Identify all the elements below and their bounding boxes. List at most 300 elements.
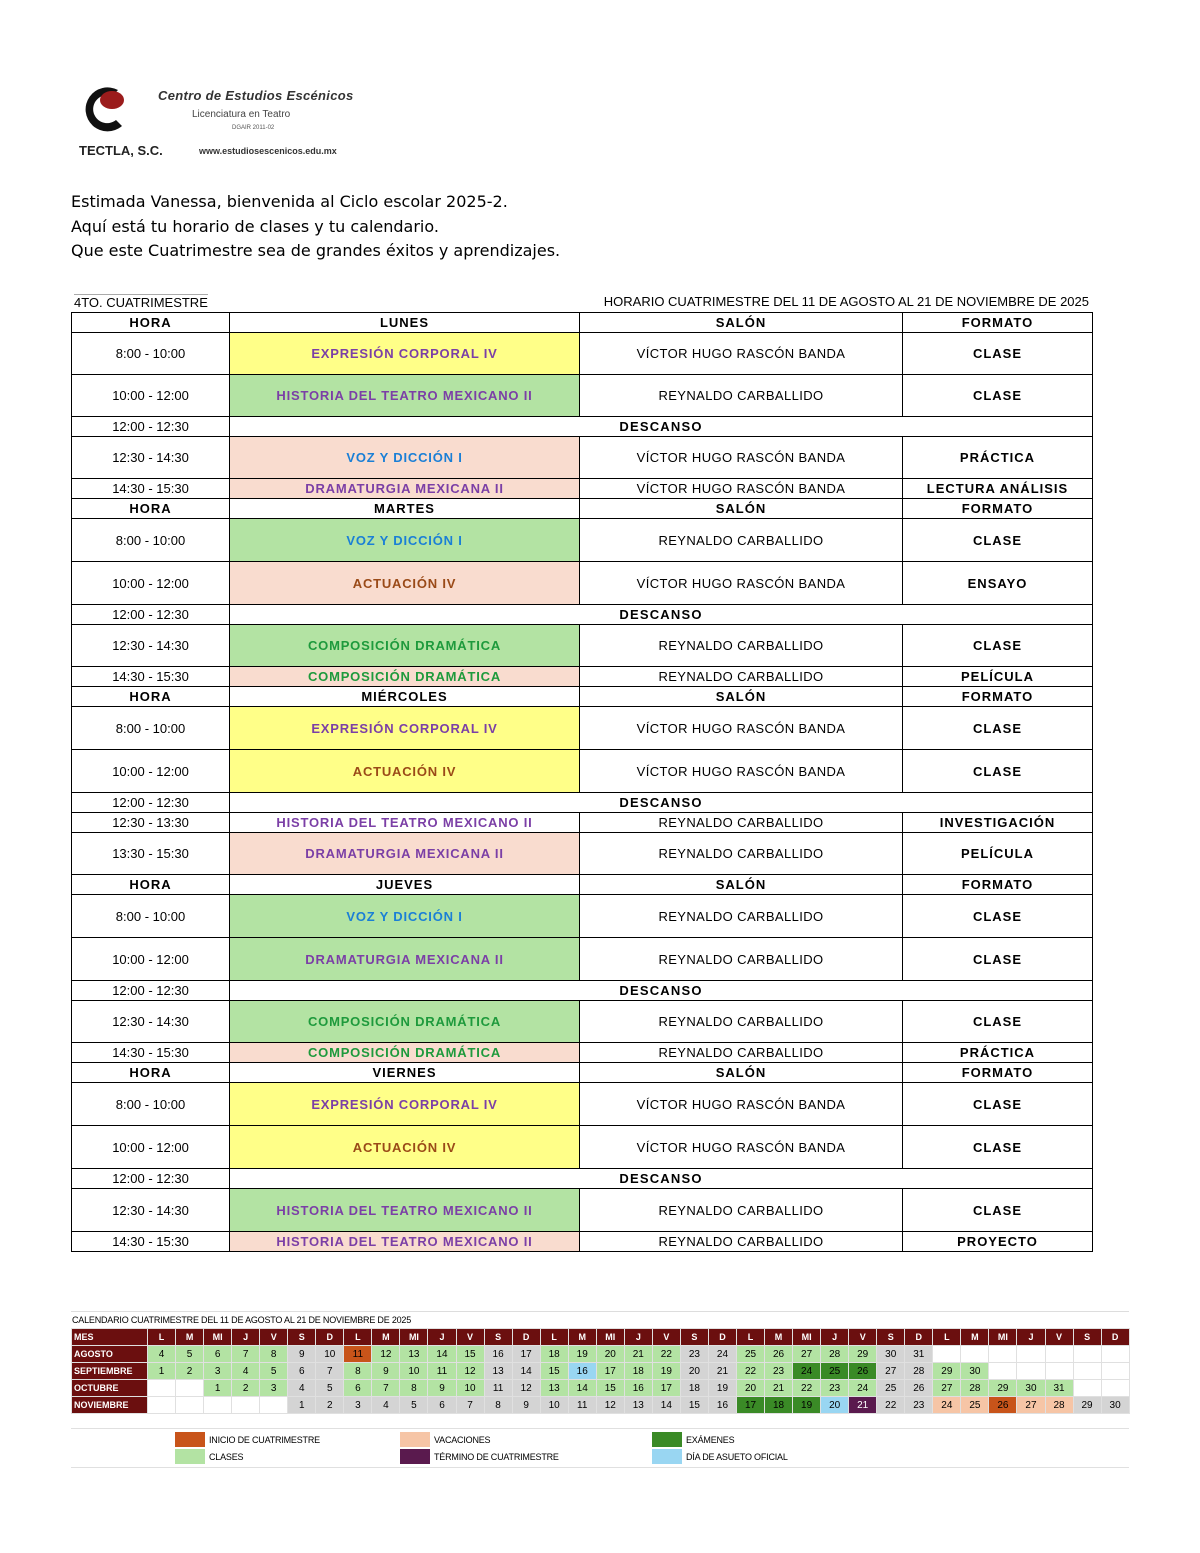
schedule-row: [72, 793, 1093, 813]
calendar-day: 28: [905, 1363, 933, 1380]
month-name: AGOSTO: [72, 1346, 148, 1363]
weekday-header: V: [456, 1329, 484, 1346]
calendar-day: 24: [849, 1380, 877, 1397]
calendar-day: 15: [596, 1380, 624, 1397]
calendar-month-row: [72, 1397, 1130, 1414]
time-cell: 8:00 - 10:00: [72, 1083, 230, 1126]
weekday-header: S: [484, 1329, 512, 1346]
calendar-day: 17: [596, 1363, 624, 1380]
legend-label: CLASES: [209, 1452, 244, 1462]
break-cell: DESCANSO: [230, 605, 1093, 625]
subject-cell: COMPOSICIÓN DRAMÁTICA: [230, 1043, 580, 1063]
schedule-row: [72, 938, 1093, 981]
calendar-empty-cell: [176, 1380, 204, 1397]
format-cell: CLASE: [903, 707, 1093, 750]
col-hora-header: HORA: [72, 687, 230, 707]
legend-swatch: [400, 1449, 430, 1464]
calendar-day: 6: [428, 1397, 456, 1414]
professor-cell: REYNALDO CARBALLIDO: [580, 833, 903, 875]
calendar-day: 21: [708, 1363, 736, 1380]
calendar-empty-cell: [961, 1346, 989, 1363]
weekday-header: MI: [793, 1329, 821, 1346]
weekday-header: MI: [204, 1329, 232, 1346]
calendar-day: 7: [456, 1397, 484, 1414]
weekday-header: D: [512, 1329, 540, 1346]
format-cell: CLASE: [903, 1001, 1093, 1043]
weekday-header: M: [568, 1329, 596, 1346]
col-salon-header: SALÓN: [580, 1063, 903, 1083]
day-header-row: [72, 313, 1093, 333]
weekday-header: MI: [989, 1329, 1017, 1346]
calendar-day: 19: [568, 1346, 596, 1363]
col-hora-header: HORA: [72, 875, 230, 895]
greeting-line: Estimada Vanessa, bienvenida al Ciclo escolar 2025-2.: [71, 192, 508, 211]
legend-swatch: [175, 1432, 205, 1447]
subject-cell: COMPOSICIÓN DRAMÁTICA: [230, 667, 580, 687]
calendar-month-row: [72, 1380, 1130, 1397]
calendar-header-row: [72, 1329, 1130, 1346]
calendar-day: 24: [793, 1363, 821, 1380]
subject-cell: COMPOSICIÓN DRAMÁTICA: [230, 1001, 580, 1043]
format-cell: INVESTIGACIÓN: [903, 813, 1093, 833]
schedule-row: [72, 1001, 1093, 1043]
format-cell: ENSAYO: [903, 562, 1093, 605]
time-cell: 14:30 - 15:30: [72, 1043, 230, 1063]
schedule-row: [72, 1083, 1093, 1126]
time-cell: 10:00 - 12:00: [72, 375, 230, 417]
legend-label: DÍA DE ASUETO OFICIAL: [686, 1452, 788, 1462]
format-cell: PRÁCTICA: [903, 1043, 1093, 1063]
subject-cell: EXPRESIÓN CORPORAL IV: [230, 707, 580, 750]
calendar-empty-cell: [933, 1346, 961, 1363]
schedule-row: [72, 895, 1093, 938]
calendar-day: 25: [961, 1397, 989, 1414]
time-cell: 14:30 - 15:30: [72, 667, 230, 687]
professor-cell: VÍCTOR HUGO RASCÓN BANDA: [580, 707, 903, 750]
calendar-day: 7: [316, 1363, 344, 1380]
logo-name: Centro de Estudios Escénicos: [158, 88, 354, 103]
professor-cell: VÍCTOR HUGO RASCÓN BANDA: [580, 437, 903, 479]
schedule-table: [71, 312, 1093, 1252]
calendar-empty-cell: [1045, 1346, 1073, 1363]
calendar-day: 22: [652, 1346, 680, 1363]
greeting: [71, 190, 560, 264]
weekday-header: V: [849, 1329, 877, 1346]
calendar-day: 2: [232, 1380, 260, 1397]
calendar-day: 24: [933, 1397, 961, 1414]
calendar-day: 5: [400, 1397, 428, 1414]
calendar-day: 16: [708, 1397, 736, 1414]
format-cell: PROYECTO: [903, 1232, 1093, 1252]
calendar-day: 17: [652, 1380, 680, 1397]
calendar-empty-cell: [989, 1363, 1017, 1380]
calendar-day: 21: [624, 1346, 652, 1363]
calendar-day: 27: [793, 1346, 821, 1363]
time-cell: 8:00 - 10:00: [72, 707, 230, 750]
time-cell: 10:00 - 12:00: [72, 938, 230, 981]
time-cell: 14:30 - 15:30: [72, 479, 230, 499]
schedule-row: [72, 375, 1093, 417]
break-cell: DESCANSO: [230, 793, 1093, 813]
calendar-day: 16: [568, 1363, 596, 1380]
calendar-day: 28: [821, 1346, 849, 1363]
logo-company: TECTLA, S.C.: [79, 143, 163, 158]
calendar-day: 30: [961, 1363, 989, 1380]
legend-label: TÉRMINO DE CUATRIMESTRE: [434, 1452, 559, 1462]
calendar-day: 26: [905, 1380, 933, 1397]
schedule-row: [72, 750, 1093, 793]
calendar-day: 14: [568, 1380, 596, 1397]
mes-header: MES: [72, 1329, 148, 1346]
calendar-empty-cell: [204, 1397, 232, 1414]
calendar-day: 17: [512, 1346, 540, 1363]
weekday-header: L: [344, 1329, 372, 1346]
time-cell: 14:30 - 15:30: [72, 1232, 230, 1252]
calendar-day: 3: [344, 1397, 372, 1414]
schedule-row: [72, 707, 1093, 750]
weekday-header: S: [877, 1329, 905, 1346]
calendar-empty-cell: [232, 1397, 260, 1414]
day-header-row: [72, 1063, 1093, 1083]
time-cell: 12:30 - 14:30: [72, 625, 230, 667]
professor-cell: REYNALDO CARBALLIDO: [580, 1043, 903, 1063]
calendar-day: 2: [176, 1363, 204, 1380]
time-cell: 12:00 - 12:30: [72, 981, 230, 1001]
professor-cell: REYNALDO CARBALLIDO: [580, 667, 903, 687]
calendar-day: 27: [933, 1380, 961, 1397]
format-cell: PELÍCULA: [903, 833, 1093, 875]
calendar-empty-cell: [148, 1397, 176, 1414]
school-logo: [76, 80, 386, 162]
calendar-day: 16: [624, 1380, 652, 1397]
calendar-day: 26: [989, 1397, 1017, 1414]
weekday-header: L: [540, 1329, 568, 1346]
schedule-row: [72, 479, 1093, 499]
weekday-header: D: [1101, 1329, 1129, 1346]
calendar-day: 7: [372, 1380, 400, 1397]
legend-label: INICIO DE CUATRIMESTRE: [209, 1435, 320, 1445]
weekday-header: D: [905, 1329, 933, 1346]
calendar-day: 29: [933, 1363, 961, 1380]
calendar-day: 23: [905, 1397, 933, 1414]
weekday-header: MI: [596, 1329, 624, 1346]
day-header-row: [72, 499, 1093, 519]
calendar-day: 12: [372, 1346, 400, 1363]
calendar-day: 20: [680, 1363, 708, 1380]
time-cell: 8:00 - 10:00: [72, 519, 230, 562]
calendar-day: 14: [428, 1346, 456, 1363]
col-formato-header: FORMATO: [903, 875, 1093, 895]
schedule-row: [72, 417, 1093, 437]
calendar-day: 20: [596, 1346, 624, 1363]
calendar-day: 19: [652, 1363, 680, 1380]
subject-cell: DRAMATURGIA MEXICANA II: [230, 479, 580, 499]
time-cell: 13:30 - 15:30: [72, 833, 230, 875]
format-cell: CLASE: [903, 1083, 1093, 1126]
format-cell: CLASE: [903, 375, 1093, 417]
day-header-row: [72, 875, 1093, 895]
schedule-row: [72, 605, 1093, 625]
calendar-day: 5: [316, 1380, 344, 1397]
professor-cell: REYNALDO CARBALLIDO: [580, 625, 903, 667]
subject-cell: HISTORIA DEL TEATRO MEXICANO II: [230, 1232, 580, 1252]
time-cell: 12:30 - 14:30: [72, 1001, 230, 1043]
calendar-day: 4: [232, 1363, 260, 1380]
break-cell: DESCANSO: [230, 981, 1093, 1001]
calendar-day: 15: [540, 1363, 568, 1380]
calendar-day: 1: [288, 1397, 316, 1414]
format-cell: PRÁCTICA: [903, 437, 1093, 479]
col-salon-header: SALÓN: [580, 875, 903, 895]
schedule-period-title: HORARIO CUATRIMESTRE DEL 11 DE AGOSTO AL 21 DE NOVIEMBRE DE 2025: [603, 294, 1089, 309]
legend-label: EXÁMENES: [686, 1435, 735, 1445]
logo-code: DGAIR 2011-02: [232, 125, 275, 131]
col-formato-header: FORMATO: [903, 499, 1093, 519]
format-cell: CLASE: [903, 519, 1093, 562]
format-cell: CLASE: [903, 333, 1093, 375]
calendar-day: 28: [961, 1380, 989, 1397]
schedule-row: [72, 333, 1093, 375]
calendar-day: 30: [1017, 1380, 1045, 1397]
format-cell: CLASE: [903, 1189, 1093, 1232]
time-cell: 12:30 - 14:30: [72, 1189, 230, 1232]
calendar-day: 22: [793, 1380, 821, 1397]
legend-swatch: [400, 1432, 430, 1447]
calendar-day: 25: [877, 1380, 905, 1397]
calendar-day: 8: [484, 1397, 512, 1414]
weekday-header: D: [708, 1329, 736, 1346]
subject-cell: DRAMATURGIA MEXICANA II: [230, 833, 580, 875]
subject-cell: EXPRESIÓN CORPORAL IV: [230, 1083, 580, 1126]
calendar-day: 9: [288, 1346, 316, 1363]
time-cell: 12:30 - 13:30: [72, 813, 230, 833]
calendar-day: 14: [652, 1397, 680, 1414]
calendar-day: 29: [849, 1346, 877, 1363]
legend-swatch: [652, 1432, 682, 1447]
time-cell: 12:00 - 12:30: [72, 1169, 230, 1189]
calendar-day: 21: [765, 1380, 793, 1397]
weekday-header: D: [316, 1329, 344, 1346]
calendar-month-row: [72, 1363, 1130, 1380]
schedule-row: [72, 1189, 1093, 1232]
calendar-day: 11: [484, 1380, 512, 1397]
calendar-day: 27: [1017, 1397, 1045, 1414]
professor-cell: VÍCTOR HUGO RASCÓN BANDA: [580, 1126, 903, 1169]
calendar-day: 9: [428, 1380, 456, 1397]
legend-swatch: [652, 1449, 682, 1464]
time-cell: 12:00 - 12:30: [72, 793, 230, 813]
calendar-day: 12: [456, 1363, 484, 1380]
subject-cell: COMPOSICIÓN DRAMÁTICA: [230, 625, 580, 667]
calendar-empty-cell: [260, 1397, 288, 1414]
calendar-empty-cell: [1073, 1380, 1101, 1397]
calendar-day: 23: [765, 1363, 793, 1380]
calendar-day: 6: [204, 1346, 232, 1363]
calendar-day: 4: [148, 1346, 176, 1363]
greeting-line: Que este Cuatrimestre sea de grandes éxitos y aprendizajes.: [71, 241, 561, 260]
logo-website: www.estudiosescenicos.edu.mx: [199, 146, 337, 156]
subject-cell: HISTORIA DEL TEATRO MEXICANO II: [230, 1189, 580, 1232]
weekday-header: V: [1045, 1329, 1073, 1346]
weekday-header: L: [736, 1329, 764, 1346]
col-formato-header: FORMATO: [903, 313, 1093, 333]
day-name-header: MIÉRCOLES: [230, 687, 580, 707]
calendar-empty-cell: [1101, 1363, 1129, 1380]
calendar-day: 11: [344, 1346, 372, 1363]
weekday-header: M: [765, 1329, 793, 1346]
calendar-day: 27: [877, 1363, 905, 1380]
calendar-day: 31: [905, 1346, 933, 1363]
calendar-day: 8: [400, 1380, 428, 1397]
professor-cell: VÍCTOR HUGO RASCÓN BANDA: [580, 562, 903, 605]
format-cell: CLASE: [903, 1126, 1093, 1169]
calendar-day: 9: [372, 1363, 400, 1380]
calendar-day: 17: [736, 1397, 764, 1414]
col-hora-header: HORA: [72, 1063, 230, 1083]
subject-cell: ACTUACIÓN IV: [230, 562, 580, 605]
time-cell: 8:00 - 10:00: [72, 333, 230, 375]
weekday-header: S: [1073, 1329, 1101, 1346]
break-cell: DESCANSO: [230, 417, 1093, 437]
subject-cell: VOZ Y DICCIÓN I: [230, 519, 580, 562]
calendar-day: 1: [148, 1363, 176, 1380]
calendar-empty-cell: [1045, 1363, 1073, 1380]
calendar-day: 23: [821, 1380, 849, 1397]
calendar-day: 10: [456, 1380, 484, 1397]
calendar-day: 3: [204, 1363, 232, 1380]
schedule-row: [72, 1126, 1093, 1169]
calendar-day: 20: [821, 1397, 849, 1414]
calendar-day: 15: [680, 1397, 708, 1414]
weekday-header: J: [821, 1329, 849, 1346]
calendar-day: 16: [484, 1346, 512, 1363]
calendar-day: 12: [596, 1397, 624, 1414]
calendar-day: 10: [400, 1363, 428, 1380]
schedule-row: [72, 1043, 1093, 1063]
weekday-header: V: [260, 1329, 288, 1346]
schedule-header: [71, 292, 1092, 312]
col-salon-header: SALÓN: [580, 687, 903, 707]
calendar-day: 3: [260, 1380, 288, 1397]
calendar-day: 29: [989, 1380, 1017, 1397]
calendar-day: 28: [1045, 1397, 1073, 1414]
calendar-day: 5: [260, 1363, 288, 1380]
subject-cell: VOZ Y DICCIÓN I: [230, 895, 580, 938]
schedule-row: [72, 981, 1093, 1001]
time-cell: 10:00 - 12:00: [72, 750, 230, 793]
professor-cell: VÍCTOR HUGO RASCÓN BANDA: [580, 479, 903, 499]
weekday-header: S: [680, 1329, 708, 1346]
calendar-title: CALENDARIO CUATRIMESTRE DEL 11 DE AGOSTO AL 21 DE NOVIEMBRE DE 2025: [71, 1311, 1129, 1328]
calendar-day: 11: [428, 1363, 456, 1380]
subject-cell: HISTORIA DEL TEATRO MEXICANO II: [230, 375, 580, 417]
time-cell: 10:00 - 12:00: [72, 562, 230, 605]
calendar-empty-cell: [176, 1397, 204, 1414]
time-cell: 12:00 - 12:30: [72, 605, 230, 625]
logo-subtitle: Licenciatura en Teatro: [192, 109, 291, 120]
format-cell: CLASE: [903, 938, 1093, 981]
time-cell: 12:30 - 14:30: [72, 437, 230, 479]
weekday-header: J: [232, 1329, 260, 1346]
month-name: SEPTIEMBRE: [72, 1363, 148, 1380]
professor-cell: VÍCTOR HUGO RASCÓN BANDA: [580, 750, 903, 793]
format-cell: PELÍCULA: [903, 667, 1093, 687]
day-header-row: [72, 687, 1093, 707]
calendar-empty-cell: [148, 1380, 176, 1397]
professor-cell: REYNALDO CARBALLIDO: [580, 519, 903, 562]
schedule-row: [72, 1169, 1093, 1189]
calendar-day: 4: [288, 1380, 316, 1397]
format-cell: LECTURA ANÁLISIS: [903, 479, 1093, 499]
col-formato-header: FORMATO: [903, 1063, 1093, 1083]
calendar-day: 24: [708, 1346, 736, 1363]
calendar-day: 25: [736, 1346, 764, 1363]
calendar-day: 31: [1045, 1380, 1073, 1397]
professor-cell: VÍCTOR HUGO RASCÓN BANDA: [580, 333, 903, 375]
weekday-header: M: [176, 1329, 204, 1346]
weekday-header: MI: [400, 1329, 428, 1346]
calendar-day: 12: [512, 1380, 540, 1397]
calendar-day: 25: [821, 1363, 849, 1380]
col-hora-header: HORA: [72, 313, 230, 333]
calendar-day: 11: [568, 1397, 596, 1414]
month-name: NOVIEMBRE: [72, 1397, 148, 1414]
calendar-day: 1: [204, 1380, 232, 1397]
subject-cell: ACTUACIÓN IV: [230, 750, 580, 793]
col-formato-header: FORMATO: [903, 687, 1093, 707]
subject-cell: HISTORIA DEL TEATRO MEXICANO II: [230, 813, 580, 833]
professor-cell: VÍCTOR HUGO RASCÓN BANDA: [580, 1083, 903, 1126]
calendar-empty-cell: [1101, 1380, 1129, 1397]
schedule-row: [72, 667, 1093, 687]
calendar-day: 26: [849, 1363, 877, 1380]
subject-cell: DRAMATURGIA MEXICANA II: [230, 938, 580, 981]
calendar-day: 8: [344, 1363, 372, 1380]
calendar-month-row: [72, 1346, 1130, 1363]
format-cell: CLASE: [903, 895, 1093, 938]
calendar-day: 18: [624, 1363, 652, 1380]
subject-cell: EXPRESIÓN CORPORAL IV: [230, 333, 580, 375]
calendar-day: 26: [765, 1346, 793, 1363]
cuatrimestre-label: 4TO. CUATRIMESTRE: [74, 295, 208, 310]
weekday-header: J: [428, 1329, 456, 1346]
subject-cell: VOZ Y DICCIÓN I: [230, 437, 580, 479]
calendar-day: 13: [624, 1397, 652, 1414]
calendar-day: 13: [400, 1346, 428, 1363]
calendar-legend: [71, 1428, 1129, 1468]
calendar-day: 18: [540, 1346, 568, 1363]
calendar-day: 5: [176, 1346, 204, 1363]
calendar-empty-cell: [989, 1346, 1017, 1363]
professor-cell: REYNALDO CARBALLIDO: [580, 938, 903, 981]
col-salon-header: SALÓN: [580, 499, 903, 519]
schedule-row: [72, 1232, 1093, 1252]
day-name-header: MARTES: [230, 499, 580, 519]
time-cell: 8:00 - 10:00: [72, 895, 230, 938]
greeting-line: Aquí está tu horario de clases y tu calendario.: [71, 216, 439, 236]
calendar-day: 6: [344, 1380, 372, 1397]
calendar-day: 13: [540, 1380, 568, 1397]
day-name-header: LUNES: [230, 313, 580, 333]
calendar-day: 7: [232, 1346, 260, 1363]
weekday-header: L: [148, 1329, 176, 1346]
calendar-day: 22: [736, 1363, 764, 1380]
calendar-empty-cell: [1017, 1363, 1045, 1380]
calendar: [71, 1311, 1129, 1414]
calendar-day: 18: [680, 1380, 708, 1397]
professor-cell: REYNALDO CARBALLIDO: [580, 895, 903, 938]
calendar-empty-cell: [1073, 1363, 1101, 1380]
